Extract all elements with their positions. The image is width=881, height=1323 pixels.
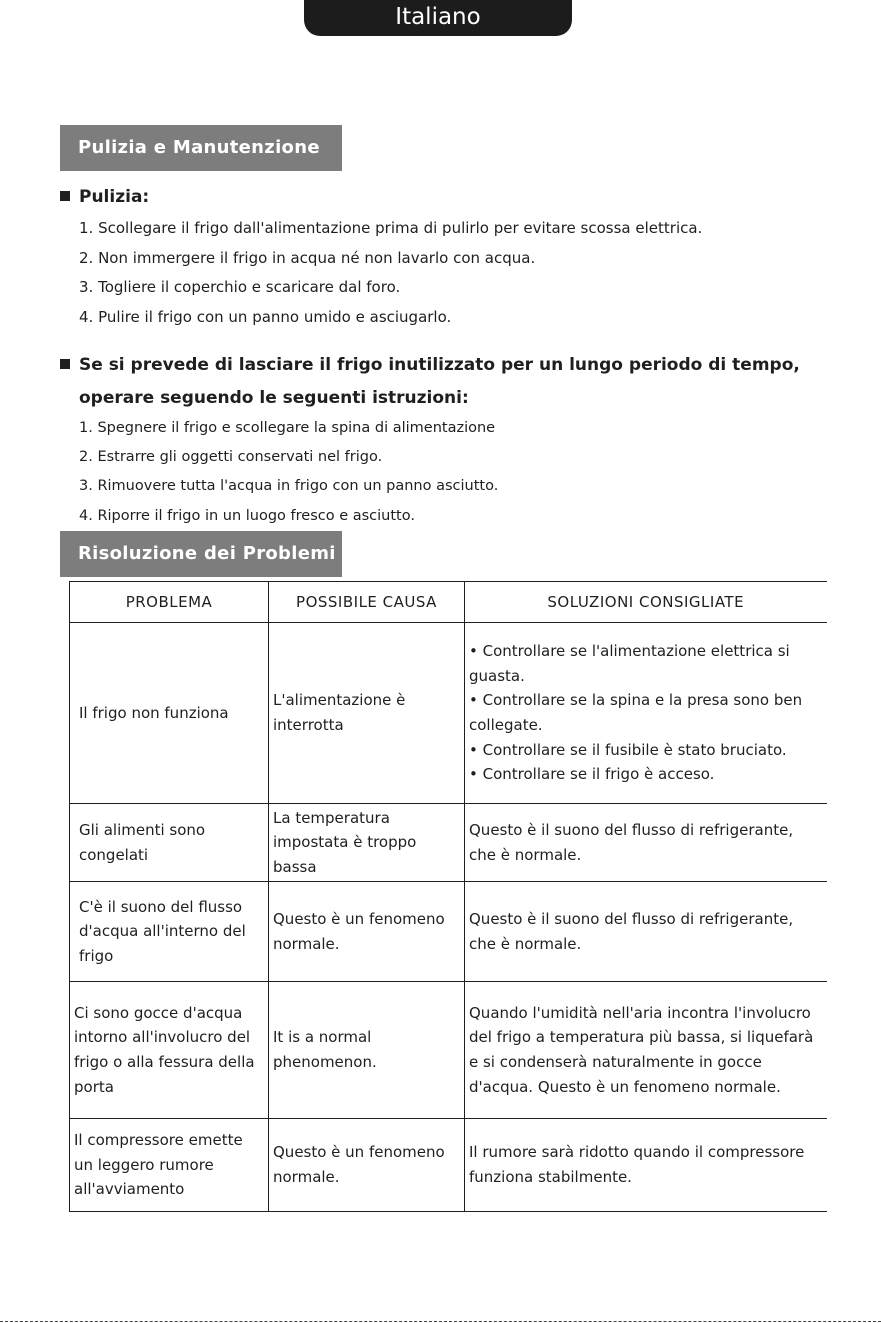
storage-heading [60, 349, 820, 415]
list-item: 2. Non immergere il frigo in acqua né non lavarlo con acqua. [79, 248, 536, 267]
problem-cell: C'è il suono del flusso d'acqua all'interno del frigo [70, 882, 269, 982]
cleaning-heading-text: Pulizia: [79, 187, 150, 207]
list-item: 1. Spegnere il frigo e scollegare la spina di alimentazione [79, 420, 496, 436]
cleaning-heading [60, 181, 820, 214]
maintenance-section-header: Pulizia e Manutenzione [60, 125, 342, 171]
square-bullet-icon [60, 359, 70, 369]
solution-item: Il rumore sarà ridotto quando il compressore funziona stabilmente. [469, 1143, 805, 1186]
page-cut-line [0, 1321, 881, 1322]
table-row [70, 1119, 827, 1212]
solution-item: • Controllare se la spina e la presa sono ben collegate. [469, 691, 803, 734]
cause-cell: La temperatura impostata è troppo bassa [269, 804, 465, 882]
cause-cell: Questo è un fenomeno normale. [269, 1119, 465, 1212]
column-header-cause: POSSIBILE CAUSA [269, 582, 465, 623]
table-header-row [70, 582, 827, 623]
cleaning-steps-list [79, 214, 839, 332]
troubleshooting-section-header: Risoluzione dei Problemi [60, 531, 342, 577]
problem-cell: Il frigo non funziona [70, 623, 269, 804]
list-item: 3. Togliere il coperchio e scaricare dal foro. [79, 278, 401, 296]
list-item: 3. Rimuovere tutta l'acqua in frigo con un panno asciutto. [79, 478, 499, 495]
storage-steps-list [79, 414, 839, 531]
solutions-cell [465, 982, 827, 1119]
table-row [70, 982, 827, 1119]
table-row [70, 804, 827, 882]
solution-item: • Controllare se il fusibile è stato bruciato. [469, 740, 787, 759]
column-header-problem: PROBLEMA [70, 582, 269, 623]
cause-cell: It is a normal phenomenon. [269, 982, 465, 1119]
solutions-cell [465, 804, 827, 882]
list-item: 4. Riporre il frigo in un luogo fresco e asciutto. [79, 507, 415, 524]
language-tab: Italiano [304, 0, 572, 36]
column-header-solutions: SOLUZIONI CONSIGLIATE [465, 582, 827, 623]
solution-item: • Controllare se l'alimentazione elettrica si guasta. [469, 642, 790, 685]
troubleshooting-table [69, 581, 827, 1212]
cause-cell: L'alimentazione è interrotta [269, 623, 465, 804]
solutions-cell [465, 623, 827, 804]
table-row [70, 882, 827, 982]
cause-cell: Questo è un fenomeno normale. [269, 882, 465, 982]
solution-item: Questo è il suono del flusso di refrigerante, che è normale. [469, 909, 794, 953]
square-bullet-icon [60, 191, 70, 201]
problem-cell: Il compressore emette un leggero rumore all'avviamento [70, 1119, 269, 1212]
problem-cell: Gli alimenti sono congelati [70, 804, 269, 882]
solutions-cell [465, 882, 827, 982]
list-item: 1. Scollegare il frigo dall'alimentazione prima di pulirlo per evitare scossa elettrica. [79, 219, 703, 237]
problem-cell: Ci sono gocce d'acqua intorno all'involucro del frigo o alla fessura della porta [70, 982, 269, 1119]
table-row [70, 623, 827, 804]
solutions-cell [465, 1119, 827, 1212]
list-item: 2. Estrarre gli oggetti conservati nel frigo. [79, 449, 383, 466]
solution-item: • Controllare se il frigo è acceso. [469, 765, 715, 784]
solution-item: Questo è il suono del flusso di refrigerante, che è normale. [469, 820, 794, 864]
storage-heading-line1: Se si prevede di lasciare il frigo inutilizzato per un lungo periodo di tempo, [79, 355, 800, 375]
solution-item: Quando l'umidità nell'aria incontra l'involucro del frigo a temperatura più bassa, si liquefarà e si condenserà naturalmente in gocce d'acqua. Questo è un fenomeno normale. [469, 1003, 814, 1096]
list-item: 4. Pulire il frigo con un panno umido e asciugarlo. [79, 307, 452, 326]
storage-heading-line2: operare seguendo le seguenti istruzioni: [79, 388, 469, 408]
